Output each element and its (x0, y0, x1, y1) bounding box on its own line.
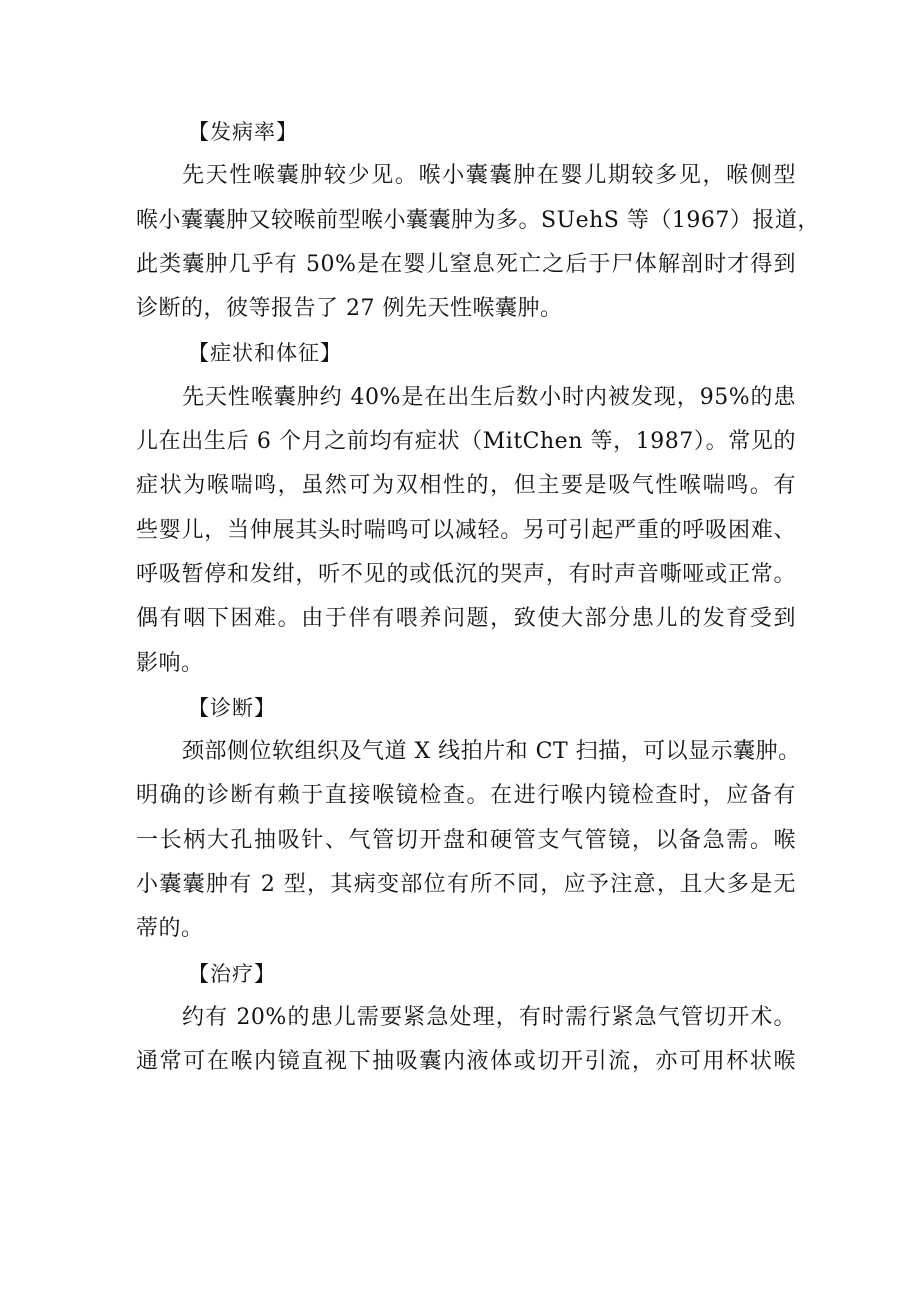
paragraph-line: 偶有咽下困难。由于伴有喂养问题，致使大部分患儿的发育受到 (136, 606, 796, 632)
paragraph-line: 诊断的，彼等报告了 27 例先天性喉囊肿。 (136, 296, 563, 322)
paragraph-line: 约有 20%的患儿需要紧急处理，有时需行紧急气管切开术。 (182, 1004, 796, 1030)
paragraph-line: 影响。 (136, 650, 204, 676)
section-treatment (136, 952, 796, 1085)
paragraph-line: 一长柄大孔抽吸针、气管切开盘和硬管支气管镜，以备急需。喉 (136, 827, 796, 853)
paragraph-line: 喉小囊囊肿又较喉前型喉小囊囊肿为多。SUehS 等（1967）报道， (136, 207, 820, 233)
paragraph-line: 呼吸暂停和发绀，听不见的或低沉的哭声，有时声音嘶哑或正常。 (136, 561, 796, 587)
paragraph-line: 症状为喉喘鸣，虽然可为双相性的，但主要是吸气性喉喘鸣。有 (136, 473, 796, 499)
paragraph-line: 明确的诊断有赖于直接喉镜检查。在进行喉内镜检查时，应备有 (136, 783, 796, 809)
paragraph-line: 蒂的。 (136, 916, 204, 942)
section-heading: 【治疗】 (188, 961, 276, 986)
paragraph-line: 先天性喉囊肿较少见。喉小囊囊肿在婴儿期较多见，喉侧型 (182, 163, 796, 189)
section-heading: 【症状和体征】 (188, 341, 342, 366)
paragraph-line: 先天性喉囊肿约 40%是在出生后数小时内被发现，95%的患 (182, 384, 796, 410)
paragraph-line: 小囊囊肿有 2 型，其病变部位有所不同，应予注意，且大多是无 (136, 872, 796, 898)
document-body (136, 110, 820, 1085)
section-heading: 【发病率】 (188, 120, 298, 144)
paragraph-line: 儿在出生后 6 个月之前均有症状（MitChen 等，1987）。常见的 (136, 429, 796, 455)
section-symptoms (136, 331, 796, 685)
section-incidence (136, 110, 820, 331)
paragraph-line: 此类囊肿几乎有 50%是在婴儿窒息死亡之后于尸体解剖时才得到 (136, 251, 796, 277)
paragraph-line: 通常可在喉内镜直视下抽吸囊内液体或切开引流，亦可用杯状喉 (136, 1049, 796, 1075)
paragraph-line: 颈部侧位软组织及气道 X 线拍片和 CT 扫描，可以显示囊肿。 (182, 739, 801, 765)
paragraph-line: 些婴儿，当伸展其头时喘鸣可以减轻。另可引起严重的呼吸困难、 (136, 517, 796, 543)
section-heading: 【诊断】 (188, 695, 276, 720)
section-diagnosis (136, 686, 801, 952)
